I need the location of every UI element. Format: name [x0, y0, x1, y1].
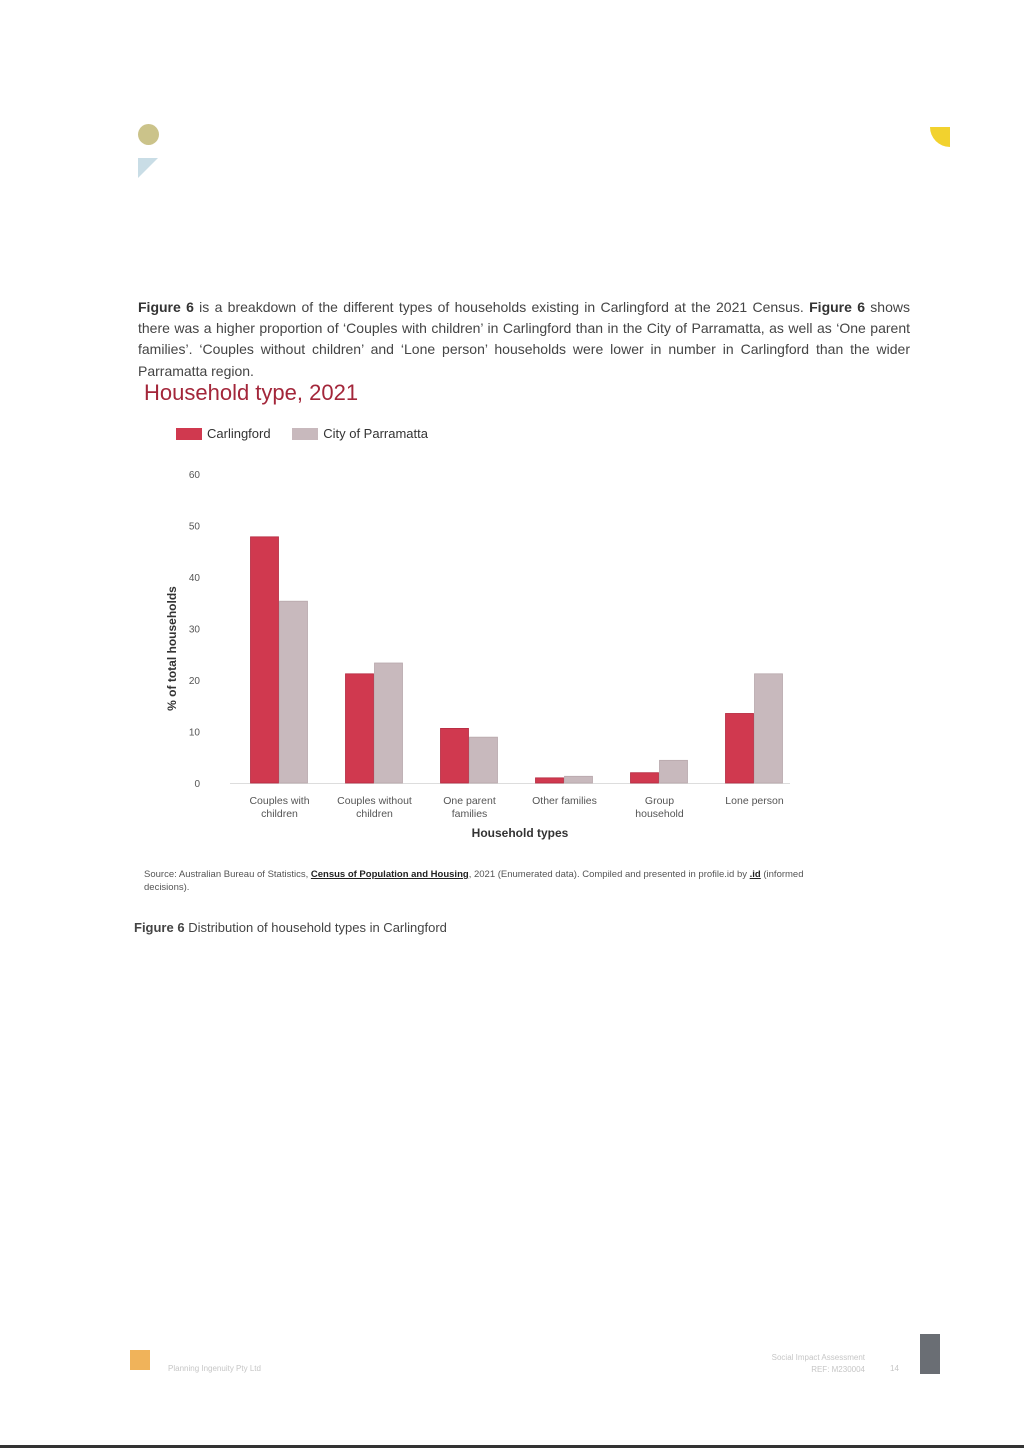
x-axis-label: Household types	[471, 826, 569, 840]
x-tick-label: Couples without	[337, 795, 412, 807]
source-suffix: (informed decisions).	[144, 869, 804, 893]
decorative-triangle	[138, 158, 158, 178]
y-tick-label: 30	[188, 624, 200, 636]
source-link-census[interactable]: Census of Population and Housing	[310, 869, 469, 880]
bar-city-of-parramatta-3	[565, 776, 593, 783]
y-tick-label: 50	[188, 521, 200, 533]
y-axis-label: % of total households	[165, 586, 179, 711]
bar-city-of-parramatta-2	[470, 737, 498, 783]
y-tick-label: 0	[194, 779, 200, 790]
x-tick-label: Group	[644, 795, 675, 807]
decorative-corner-shape	[930, 127, 950, 147]
legend-label-parramatta: City of Parramatta	[323, 426, 428, 441]
figure-reference: Figure 6	[138, 299, 194, 315]
source-note	[144, 868, 844, 894]
x-tick-label: Couples with	[249, 795, 310, 807]
figure-reference: Figure 6	[809, 299, 865, 315]
x-tick-label: children	[356, 808, 393, 820]
bar-carlingford-2	[441, 728, 469, 783]
intro-paragraph	[138, 297, 910, 382]
bar-carlingford-5	[726, 713, 754, 783]
figure-caption	[134, 920, 447, 935]
y-tick-label: 10	[188, 727, 200, 739]
footer-document-info	[700, 1352, 865, 1376]
footer-ref: REF: M230004	[811, 1365, 865, 1374]
legend-item-parramatta	[292, 426, 428, 441]
bar-carlingford-3	[536, 778, 564, 783]
x-tick-label: One parent	[443, 795, 496, 807]
bar-carlingford-4	[631, 773, 659, 783]
chart-legend	[176, 426, 446, 443]
household-type-bar-chart	[160, 460, 820, 850]
y-tick-label: 60	[188, 470, 200, 481]
intro-text-2: shows there was a higher proportion of ‘Couples with children’ in Carlingford than in the City of Parramatta, as well as ‘One parent families’. ‘Couples without children’ and ‘Lone person’ households were lower in number in Carlingford than the wider Parramatta region.	[138, 299, 910, 379]
bar-city-of-parramatta-1	[375, 663, 403, 783]
intro-text-1: is a breakdown of the different types of households existing in Carlingford at the 2021 Census.	[193, 299, 810, 315]
chart-title: Household type, 2021	[144, 380, 359, 405]
bar-city-of-parramatta-0	[280, 601, 308, 783]
legend-label-carlingford: Carlingford	[207, 426, 271, 441]
decorative-circle	[138, 124, 159, 145]
footer-doc-title: Social Impact Assessment	[771, 1353, 865, 1362]
x-tick-label: Lone person	[725, 795, 784, 807]
x-tick-label: families	[451, 808, 488, 820]
x-tick-label: children	[261, 808, 298, 820]
source-prefix: Source: Australian Bureau of Statistics,	[144, 869, 311, 880]
bar-city-of-parramatta-5	[755, 674, 783, 783]
footer-logo-square	[130, 1350, 150, 1370]
caption-text: Distribution of household types in Carlingford	[184, 920, 447, 935]
bar-carlingford-0	[251, 537, 279, 783]
source-middle: , 2021 (Enumerated data). Compiled and presented in profile.id by	[468, 869, 750, 880]
footer-company: Planning Ingenuity Pty Ltd	[168, 1364, 261, 1373]
bar-city-of-parramatta-4	[660, 760, 688, 783]
legend-swatch-carlingford	[176, 428, 202, 440]
footer-page-number: 14	[890, 1364, 899, 1373]
y-tick-label: 20	[188, 676, 200, 687]
footer-bar	[920, 1334, 940, 1374]
source-link-id[interactable]: .id	[749, 869, 761, 880]
legend-swatch-parramatta	[292, 428, 318, 440]
caption-label: Figure 6	[134, 920, 185, 935]
y-tick-label: 40	[188, 573, 200, 584]
bar-carlingford-1	[346, 674, 374, 783]
legend-item-carlingford	[176, 426, 271, 441]
x-tick-label: Other families	[532, 795, 597, 807]
x-tick-label: household	[635, 808, 684, 820]
